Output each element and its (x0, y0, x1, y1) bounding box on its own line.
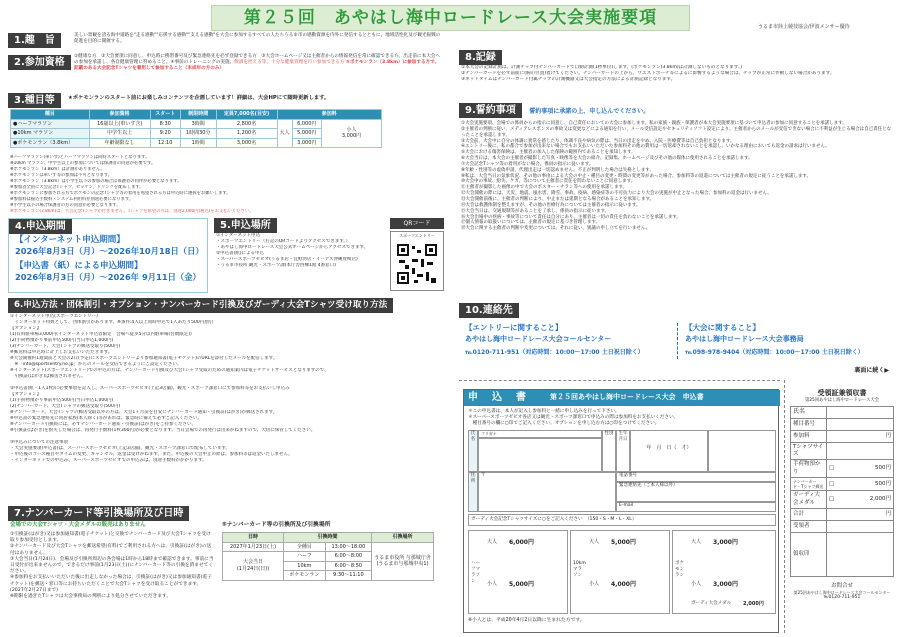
form-title: 第２５回あやはし海中ロードレース大会 申込書 (550, 393, 704, 401)
exchange-text: ①引換証(はがき)又は参加通知書(電子チケット)と交換でナンバーカード及び大会Tシャツを受け取り参加受付とします。 ②ナンバーカード及び大会Tシャツを郵送希望(有料)でご利用される方へは、引換証(はがき)の送付はありません。 ③大会当日(1月24日)、会場及び引換所周辺の各会場は1時から18時まで確認できます。事前に当日受付が出来ませんので、できるだけ事前(1月23日(土))にナンバーカード等の引換を済ませてください。 ④参加料をお支払いいただいた後に出走しなかった場合は、引換証(はがき)又は参加通知書(電子チケット)を郵送・窓口等にお持ちいただくことで大会Tシャツを受け取ることができます。(2027年2月27日まで) ※期限を過ぎたTシャツは大会事務局の判断により処分させていただきます。 (10, 532, 214, 600)
name-label: 氏名 (468, 430, 478, 472)
form-heading: 申 込 書 (468, 392, 528, 403)
section-heading: 1.趣 旨 (8, 33, 61, 48)
pledge-text: ①大会実施要項、会場での係員からの指示に同意し、自己責任においての大会に参加します。私の家族・親族・保護者が本大会実施要項に基づいて申込者の参加に同意することを承諾します。 ②主催者の判断に従い、メディアレスポンスの事故又は変更などによる通知を行い、メール受信設定やセキュリティソフト設定により、主催者からのメールが受信できない場合に不利益が生じる場合は自己責任となったことを承認します。 ③大会前、大会中に自分の体調に異常を感じたり、体調不良や病気の際は、当日の出走をやめ、入院・医療費等は自己負担となります。 ④エントリー後に、私の都合で参加が出来ない場合でもお支払いいただいた参加料その他の費用は一切返却されないことを承認し、いかなる理由においても返金の請求は行いません。 ⑤大会における傷害保険は、主催者の加入した保険の範囲内であることを承知します。 ⑥大会当日は、本大会の主催者が撮影した写真・映像等を大会の紹介、記録集、ホームページ及びその他の媒体に使用されることを承諾します。 ⑦大会記念Tシャツ等の着用がない場合、係員の指示に従います。 ⑧年齢・性別等の虚偽申請、代理出走は一切認めません。不正が判明した場合は失格とします。 ⑨私は、大会当日の気象状況、その他の事由による大会の中止・種目の変更・時間の変更等があった場合、参加料等の返還については主催者の規定に従うことを承諾します。 ⑩大会中の事故、紛失、ケガ、等について主催者に責任を問わないことに同意します。 ⑪主催者が撮影した画像の中で大会のポスター・チラシ等への使用を承諾します。 ⑫大会開催の際には、天災、地震、風水害、降雪、事故、疫病、感染症等の不可抗力により大会の実施が中止となった場合、参加料の返金は行いません。 ⑬大会開催前後に、主催者の判断により、中止または延期となる場合があることを承知します。 ⑭大会は救護体制を整えますが、その他の医療行為については主催者の指示に従います。 ⑮大会当日は、交通規制等があることを了承し、係員の指示に従います。 ⑯大会出場中の疾病・事故等について責任は自分にあり、主催者は一切の責任を負わないことを承諾します。 ⑰個人情報の取扱いについては、主催者の規定に基づき管理します。 ⑱大会に関する主催者の判断や変更については、それに従い、異議の申し立てを行いません。 (461, 121, 892, 232)
section-heading: 8.記録 (459, 50, 502, 65)
net-period-dates: 2026年8月3日（月）～2026年10月18日（日） (15, 246, 204, 256)
table-row: ●ポケモンラン（3.8km） 年齢制限なし 12:10 1時間 3,000名 3,000円 (11, 138, 382, 148)
section-heading: 9.誓約事項 (459, 103, 522, 118)
event-poke-box[interactable]: ポケモンラン 大人 3,000円 小人 3,000円 ガーディ大会メダル 2,000円 (672, 530, 776, 614)
receipt-table: 氏名 種目番号 参加料 円 Tシャツサイズ 手荷物預かり □ 500円 ナンバーカード・Tシャツ郵送 □ 500円 ガーディ大会メダル □ 2,000円 合計 円 受領者 領収印 (790, 406, 894, 577)
qr-heading: QRコード (390, 218, 444, 229)
section-exchange (8, 506, 444, 600)
table-row: 10km 6:00～8:50 (223, 561, 434, 571)
records-text: ①本大会の記録計測は、計測チップ付ナンバーカードで自動計測(1秒単位)します。(ポケモンラン(3.8km)は計測しないものとなります。) ②ナンバーカードを必ず前面に(胸の位置)着けてください。ナンバーカードの上から、ウエストポーチ等によるに影響するような場合は、チップが正常に作動しない場合があります。 ③ネットタイムはナンバーカード付属チップの計測機器又は大会指定の方法による計測記録となります。 (461, 65, 835, 82)
section-period (8, 218, 208, 293)
address-label: 住所 (468, 472, 478, 512)
event-contact-heading: 【大会に関すること】 (685, 323, 760, 332)
form-notes: ＊この申込書は、本人が記入し参加料と一緒に申し込みを行って下さい。 ＊スーパースポーツゼビオ各店又は観光・スポーツ課窓口で申込みの際は参加料をお支払いください。 種目番号の欄に○印でご記入ください。オプションを申し込む方は○印をつけてください。 (468, 409, 679, 427)
table-row: 2027年1月23日(土) 全種目 13:00～18:00 うるま市役所 与那城庁舎(うるま市与那城中央1) (223, 542, 434, 552)
receipt (790, 389, 894, 633)
continued-note: 裏面に続く▶ (854, 367, 889, 374)
net-period-heading: 【インターネット申込期間】 (15, 235, 125, 245)
entry-contact-name: あやはし海中ロードレース大会コールセンター (465, 335, 612, 343)
section-heading: 5.申込場所 (214, 218, 277, 233)
section-eligibility (8, 55, 443, 70)
page-title: 第２５回 あやはし海中ロードレース大会実施要項 (211, 5, 690, 31)
events-lead: ★ポケモンランのスタート前にお楽しみコンテンツを企画しています！詳細は、大会HPにて随時更新します。 (68, 95, 330, 101)
table-row: ポケモンラン 9:30～11:10 (223, 571, 434, 581)
receipt-contact-heading: お問合せ (830, 582, 853, 589)
section-purpose (8, 33, 443, 48)
receipt-heading: 受領証兼領収書 (817, 389, 867, 397)
name-field[interactable] (478, 438, 602, 472)
qr-label: スポーツエントリー (399, 233, 435, 238)
col-header: 参加資格 (89, 110, 150, 120)
venue-list: ①インターネット申込 ・スポーツエントリー（右記のQRコードよりアクセスできます。） ・あやはし海中ロードレース大会公式ホームページからアクセスできます。 ②申込書(紙)による申込 ・スーパースポーツゼビオ(うるま店・宜野湾店・イーアス沖縄豊崎店) ・うるま市役所 観光・スポーツ課(本庁舎西棟1階 4番窓口) (216, 233, 369, 268)
birth-field[interactable]: 年 月 日（ 才） (630, 430, 708, 472)
method-text: ①インターネット申込(スポーツエントリー) インターネット特典として、団体割引があります。※条件:4人以上同時申込で1人あたり500円割引 【オプション】 (1)有料駐車場3,000円(インターネット申込者限定 会場へ徒歩5分以内駐車場(台数限定)) (2)手荷物預かり事前申込500円(当日申込1,000円) (3)ナンバーカード、大会Tシャツの郵送受取り(500円) ※郵送料は申込時に計上しお支払いいただきます。 ※大会開催約1週間前と大会の2日(予定)にスポーツエントリーより参加通知書(電子チケット)のURLを添付したメールを配信します。 ※「info@sportsentry.ne.jp」からのメールを受信できるようにご設定ください。 ※インターネット(スポーツエントリー)での申込の方は、ナンバーカード引換及び大会Tシャツ受取のための通知案内は電子チケットサービスとなりますので、 引換証(はがき)は郵送されません。 ②申込書(紙・1人1枚)に必要事項を記入し、スーパースポーツゼビオ(上記3店舗)、観光・スポーツ課窓口にて参加料等をお支払いし申込み 【オプション】 (1)手荷物預かり事前申込500円(当日申込1,000円) (2)ナンバーカード、大会Tシャツの郵送受取り(500円) ※ナンバーカード、大会Tシャツの郵送受取以外の方は、大会1ヶ月前を目安にナンバーカード通知・引換証(はがき)が郵送されます。 ※申込書の緊急連絡先に同居家族(本人除く)等があれば、緊急時に備えて必ずご記入ください。 ※ナンバーカード引換時には、必ずナンバーカード通知・引換証(はがき)をご持参ください。 ※引換証(はがき)を紛失した場合は、再発行手数料(1枚300円)が必要となります。当日会場での再発行は出来かねますので、大切に保管してください。 ③申込みについての注意事項 ・大会実施要項(申込書)は、スーパースポーツゼビオ(上記3店舗)、観光・スポーツ課窓口で配布しています。 ・申込後のコース種目やタイムの変更、キャンセル、返金は受けかねます。また、申込後の大会中止の際は、参加料等は返金いたしません。 ・インターネットでの申込み、スーパースポーツゼビオでの申込みは、別途手数料がかかります。 (10, 314, 329, 463)
section-method (8, 298, 444, 463)
sex-field[interactable]: 性別 (602, 430, 616, 472)
exchange-table: 日時 引換時間 引換場所 2027年1月23日(土) 全種目 13:00～18:00 うるま市役所 与那城庁舎(うるま市与那城中央1) 大会当日 (1月24日(日)) ハーフ 6:00～8:00 10km 6:00～8:50 ポケモンラン 9:30～11:10 (222, 532, 434, 581)
exchange-table-title: ⑤ナンバーカード等の引換所及び引換場所 (222, 522, 331, 528)
table-row: ●10km マラソン 中学生以上 9:20 1時間30分 1,200名 5,000円 (11, 129, 382, 139)
birth-label: 生年月日 (616, 430, 630, 472)
table-row: ●ハーフマラソン 16歳以上(車いす含) 8:30 3時間 2,800名 大人 6,000円 小人 3,000円 (11, 119, 382, 129)
paper-period-dates: 2026年8月3日（月）～2026年 9月11日（金） (15, 272, 201, 282)
entry-contact-heading: 【エントリーに関すること】 (465, 323, 563, 332)
section-heading: 6.申込方法・団体割引・オプション・ナンバーカード引換及びガーディ大会Tシャツ受け取り方法 (8, 298, 393, 313)
eligibility-pokemon: ⑤ポケモンラン（3.8km）に参加する方で、記載のある大会記念Tシャツを着用して参加すること（未成年の方のみ） (74, 60, 440, 72)
application-form (463, 389, 779, 633)
receipt-sub: 第25回あやはし海中ロードレース大会 (804, 398, 879, 404)
event-10k-box[interactable]: 10kmマラソン 大人 5,000円 小人 4,000円 (570, 530, 670, 614)
section-heading: 7.ナンバーカード等引換場所及び日時 (8, 506, 189, 521)
section-contact (459, 303, 893, 373)
col-header: 種目 (11, 110, 90, 120)
section-pledge (459, 103, 893, 232)
address-field[interactable]: 〒 (478, 472, 616, 512)
table-row: 大会当日 (1月24日(日)) ハーフ 6:00～8:00 (223, 552, 434, 562)
section-records (459, 50, 893, 82)
event-contact-name: あやはし海中ロードレース大会事務局 (685, 335, 804, 343)
section-venue (214, 218, 444, 293)
purpose-text: 美しい景観を誇る海中道路を"走る感動""応援する感動""支える感動"を大会に参加するすべての人たちうるま市の感動資源を内外に発信するとともに、地域活性化及び観光振興の促進を目的に開催する。 (74, 33, 441, 45)
qr-code-icon (397, 244, 437, 284)
emergency-field[interactable]: 緊急連絡先（ご本人様以外） (616, 482, 776, 502)
paper-period-heading: 【申込書（紙）による申込期間】 (15, 261, 143, 271)
event-half-box[interactable]: ハーフマラソン 大人 6,000円 小人 5,000円 (468, 530, 568, 614)
entry-contact-tel[interactable]: ℡0120-711-951（対応時間：10:00～17:00 土日祝日除く） (465, 349, 644, 356)
pledge-lead: 誓約事項に承諾の上、申し込んでください。 (529, 108, 650, 115)
events-table (10, 109, 382, 148)
section-heading: 4.申込期間 (9, 219, 72, 234)
kana-field[interactable]: フリガナ (478, 430, 602, 438)
section-events (8, 93, 443, 214)
col-header: 参加料 (277, 110, 381, 120)
section-heading: 10.連絡先 (459, 303, 519, 318)
eligibility-text: ①健康な方 ②大会要項に同意し、申込時に携帯番号及び緊急連絡先を必ず登録できる方 ③大会ホームページ又は主催者からの情報発信を常に確認できる方。出走前に本大会への参加を承諾し、各自健康管理に努めること。④事前のトレーニングの実施、 (74, 54, 440, 66)
events-notes: ※ハーフマラソン(車いす)とハーフマラソンは同時スタートとなります。 ※10km マラソン、中学生以上の参加については保護者の同意が必要です。 ※ポケモンラン（3.8km）は計測がありません。 ※ポケモンランは車いす等の参加は不可となります。 ※ポケモンラン（3.8km）は小学生以下の参加の場合は保護者の同伴が必要となります。 ※参加者全員に大会記念Tシャツ、ゼッケン、ドリンクを配布します。 ※ポケモンランに参加される方でポケモンの記念Tシャツ等の着用を希望される方は申込時に選択をお願いします。 ※参加料は振込手数料・システム利用料が別途必要になります。 ※小学生以下の場合保護者の方の同意が必要となります。 ※ポケモンラン(3.8km)は、大会記念Tシャツが付きません。Tシャツを希望の方は、別途2,000円(税込)をお支払いください。 (10, 155, 254, 214)
section-heading: 2.参加資格 (8, 55, 71, 70)
guardian-field[interactable] (708, 430, 776, 472)
receipt-contact-tel: ℡0120-711-951 (823, 595, 861, 601)
tel-field[interactable]: 電話番号 (616, 472, 776, 482)
eligibility-health: 飲酒を控える等、十分な健康管理を行い参加できる方 (234, 60, 345, 66)
form-footnote: ※小人とは、平成20年4月2日以降に生まれた方です。 (468, 618, 585, 623)
col-header: スタート (150, 110, 180, 120)
receipt-contact-name: 第25回あやはし海中ロードレース大会コールセンター (793, 590, 891, 596)
event-contact-tel[interactable]: ℡098-978-9404（対応時間：10:00～17:00 土日祝日除く） (685, 349, 864, 356)
qr-code[interactable] (390, 231, 444, 291)
exchange-sub: 会場での大会Tシャツ・大会メダルの販売はありません (10, 522, 146, 528)
section-heading: 3.種目等 (8, 93, 61, 108)
shirt-size-field[interactable]: ガーディ大会記念Tシャツサイズに○をご記入ください （150・S・M・L・XL） (468, 514, 776, 526)
title-note: うるま市陸上競技協会/伊波メンサー優待 (758, 24, 850, 30)
col-header: 制限時間 (180, 110, 216, 120)
email-field[interactable]: E-mail (616, 502, 776, 512)
col-header: 定員7,000名(目安) (216, 110, 277, 120)
